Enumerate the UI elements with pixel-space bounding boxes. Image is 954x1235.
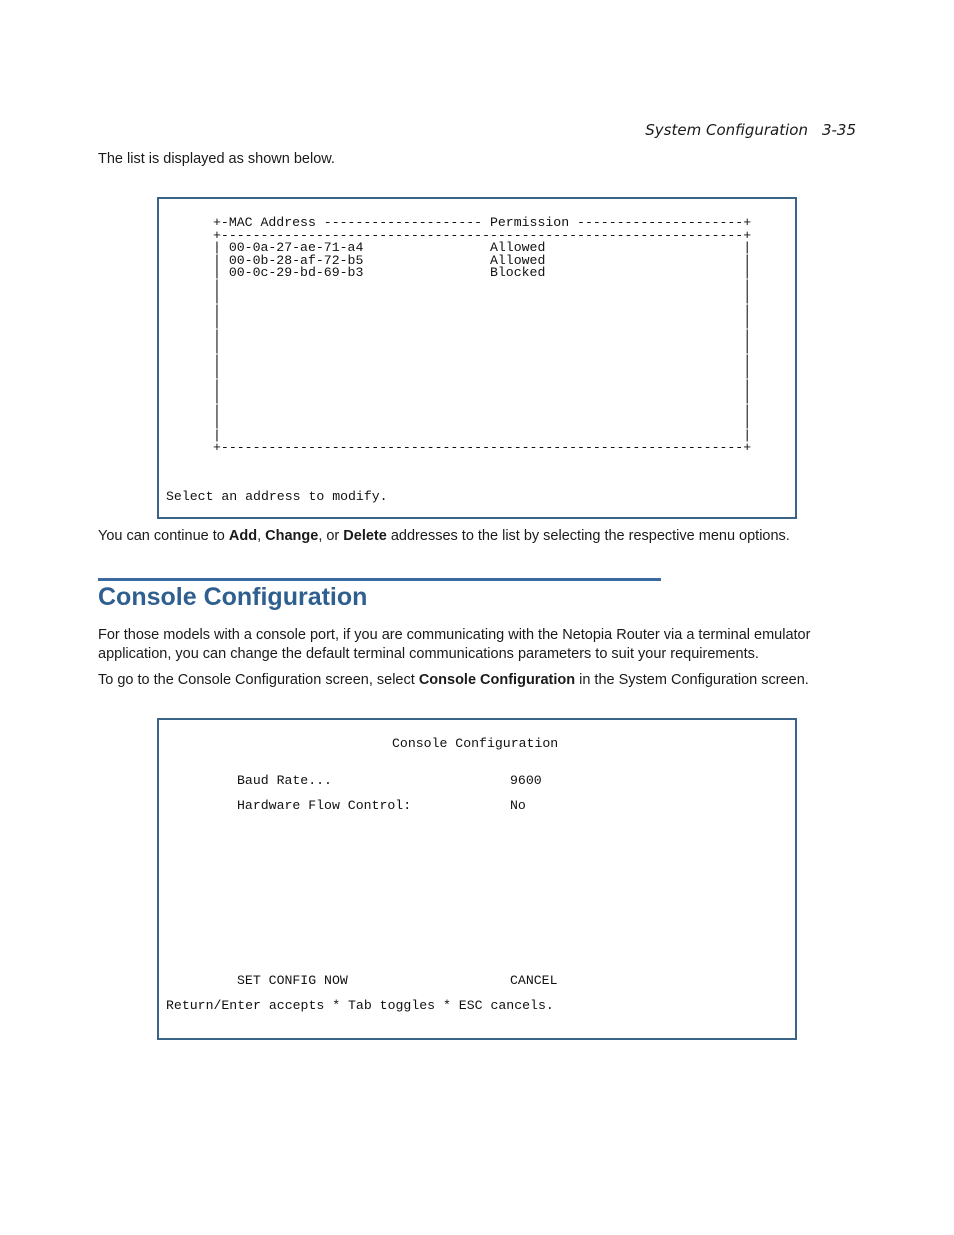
table-row[interactable]: | 00-0b-28-af-72-b5 Allowed |	[213, 252, 752, 268]
body-paragraph-2-suffix: in the System Configuration screen.	[575, 672, 809, 688]
delete-option: Delete	[343, 528, 387, 544]
table-row: | |	[213, 402, 752, 418]
table-row: | |	[213, 277, 752, 293]
baud-rate-value[interactable]: 9600	[510, 773, 542, 788]
table-row: | |	[213, 340, 752, 355]
continue-text-prefix: You can continue to	[98, 528, 229, 544]
table-border-row: +------------------------------------------------------------------+	[213, 227, 752, 243]
table-row: | |	[213, 415, 752, 430]
section-title: Console Configuration	[98, 583, 368, 611]
running-head-section: System Configuration	[645, 121, 808, 139]
table-row: | |	[213, 427, 752, 443]
page-number: 3-35	[821, 121, 856, 139]
mac-list-prompt: Select an address to modify.	[166, 489, 388, 504]
table-row[interactable]: | 00-0c-29-bd-69-b3 Blocked |	[213, 265, 752, 280]
continue-text-suffix: addresses to the list by selecting the respective menu options.	[386, 528, 790, 544]
table-row: | |	[213, 327, 752, 343]
console-screen-footer: Return/Enter accepts * Tab toggles * ESC cancels.	[166, 998, 554, 1013]
console-screen-title: Console Configuration	[392, 736, 559, 751]
flow-control-label: Hardware Flow Control:	[237, 798, 412, 813]
mac-list-screen	[157, 197, 797, 519]
baud-rate-label: Baud Rate...	[237, 773, 332, 788]
table-row: | |	[213, 377, 752, 393]
continue-text	[98, 527, 868, 546]
table-row[interactable]: | 00-0a-27-ae-71-a4 Allowed |	[213, 240, 752, 255]
table-row: | |	[213, 390, 752, 405]
add-option: Add	[228, 528, 258, 544]
table-row: | |	[213, 290, 752, 305]
flow-control-value[interactable]: No	[510, 798, 526, 813]
console-config-screen	[157, 718, 797, 1040]
console-configuration-menu-name: Console Configuration	[418, 672, 576, 688]
table-row: | |	[213, 365, 752, 380]
cancel-button[interactable]: CANCEL	[510, 973, 558, 988]
table-row: | |	[213, 315, 752, 330]
change-option: Change	[265, 528, 319, 544]
table-border-row: +-MAC Address -------------------- Permission ---------------------+	[213, 215, 752, 230]
table-border-row: +------------------------------------------------------------------+	[213, 440, 752, 455]
section-rule	[98, 578, 661, 581]
set-config-now-button[interactable]: SET CONFIG NOW	[237, 973, 348, 988]
table-row: | |	[213, 302, 752, 318]
continue-text-sep2: , or	[318, 528, 344, 544]
body-paragraph-2	[98, 671, 868, 690]
table-row: | |	[213, 352, 752, 368]
continue-text-sep1: ,	[257, 528, 266, 544]
body-paragraph-1: For those models with a console port, if you are communicating with the Netopia Router via a terminal emulator application, you can change the default terminal communications parameters to suit your requirements.	[98, 627, 811, 662]
intro-text: The list is displayed as shown below.	[98, 151, 335, 167]
running-head	[560, 121, 856, 139]
body-paragraph-2-prefix: To go to the Console Configuration screen, select	[98, 672, 419, 688]
mac-list-table	[213, 217, 751, 455]
